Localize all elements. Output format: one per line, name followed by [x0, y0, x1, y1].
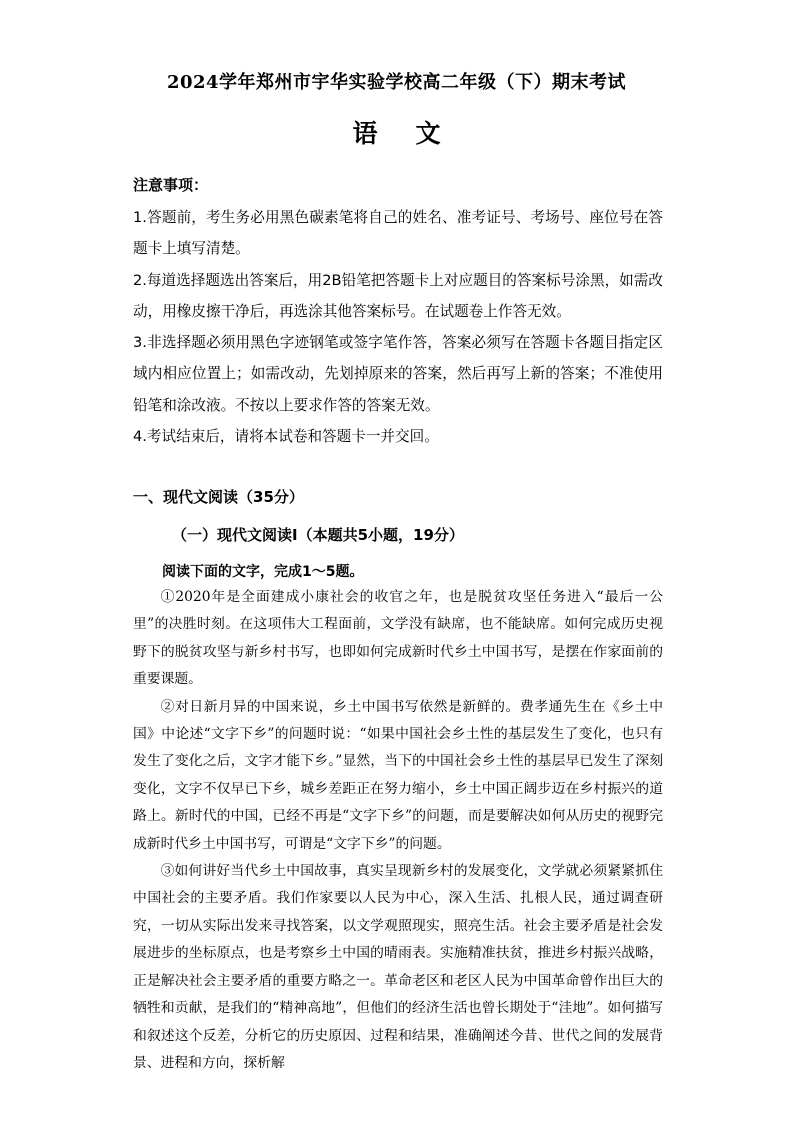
reading-passage: [133, 584, 663, 1077]
notice-item: 4.考试结束后，请将本试卷和答题卡一并交回。: [133, 428, 439, 446]
passage-paragraph: ③如何讲好当代乡土中国故事，真实呈现新乡村的发展变化，文学就必须紧紧抓住中国社会的主要矛盾。我们作家要以人民为中心，深入生活、扎根人民，通过调查研究，一切从实际出发来寻找答案，以文学观照现实，照亮生活。社会主要矛盾是社会发展进步的坐标原点，也是考察乡土中国的晴雨表。实施精准扶贫，推进乡村振兴战略，正是解决社会主要矛盾的重要方略之一。革命老区和老区人民为中国革命曾作出巨大的牺牲和贡献，是我们的“精神高地”，但他们的经济生活也曾长期处于“洼地”。如何描写和叙述这个反差，分析它的历史原因、过程和结果，准确阐述今昔、世代之间的发展背景、进程和方向，探析解: [133, 863, 663, 1071]
exam-title: 2024学年郑州市宇华实验学校高二年级（下）期末考试: [166, 72, 627, 93]
notice-list: [133, 202, 663, 452]
subsection-heading: （一）现代文阅读Ⅰ（本题共5小题，19分）: [172, 526, 464, 544]
notice-item: 2.每道选择题选出答案后，用2B铅笔把答题卡上对应题目的答案标号涂黑，如需改动，用橡皮擦干净后，再选涂其他答案标号。在试题卷上作答无效。: [133, 271, 663, 320]
passage-paragraph: ②对日新月异的中国来说，乡土中国书写依然是新鲜的。费孝通先生在《乡土中国》中论述“文字下乡”的问题时说：“如果中国社会乡土性的基层发生了变化，也只有发生了变化之后，文字才能下乡。”显然，当下的中国社会乡土性的基层早已发生了深刻变化，文字不仅早已下乡，城乡差距正在努力缩小，乡土中国正阔步迈在乡村振兴的道路上。新时代的中国，已经不再是“文字下乡”的问题，而是要解决如何从历史的视野完成新时代乡土中国书写，可谓是“文字下乡”的问题。: [133, 698, 663, 852]
section-heading: 一、现代文阅读（35分）: [133, 488, 304, 506]
subject-title: 语文: [352, 119, 479, 148]
notice-item: 3.非选择题必须用黑色字迹钢笔或签字笔作答，答案必须写在答题卡各题目指定区域内相应位置上；如需改动，先划掉原来的答案，然后再写上新的答案；不准使用铅笔和涂改液。不按以上要求作答的答案无效。: [133, 334, 663, 414]
passage-paragraph: ①2020年是全面建成小康社会的收官之年，也是脱贫攻坚任务进入“最后一公里”的决胜时刻。在这项伟大工程面前，文学没有缺席，也不能缺席。如何完成历史视野下的脱贫攻坚与新乡村书写，也即如何完成新时代乡土中国书写，是摆在作家面前的重要课题。: [133, 589, 663, 688]
notice-item: 1.答题前，考生务必用黑色碳素笔将自己的姓名、准考证号、考场号、座位号在答题卡上填写清楚。: [133, 209, 663, 258]
reading-instruction: 阅读下面的文字，完成1～5题。: [162, 564, 364, 580]
notice-heading: 注意事项：: [133, 176, 209, 194]
